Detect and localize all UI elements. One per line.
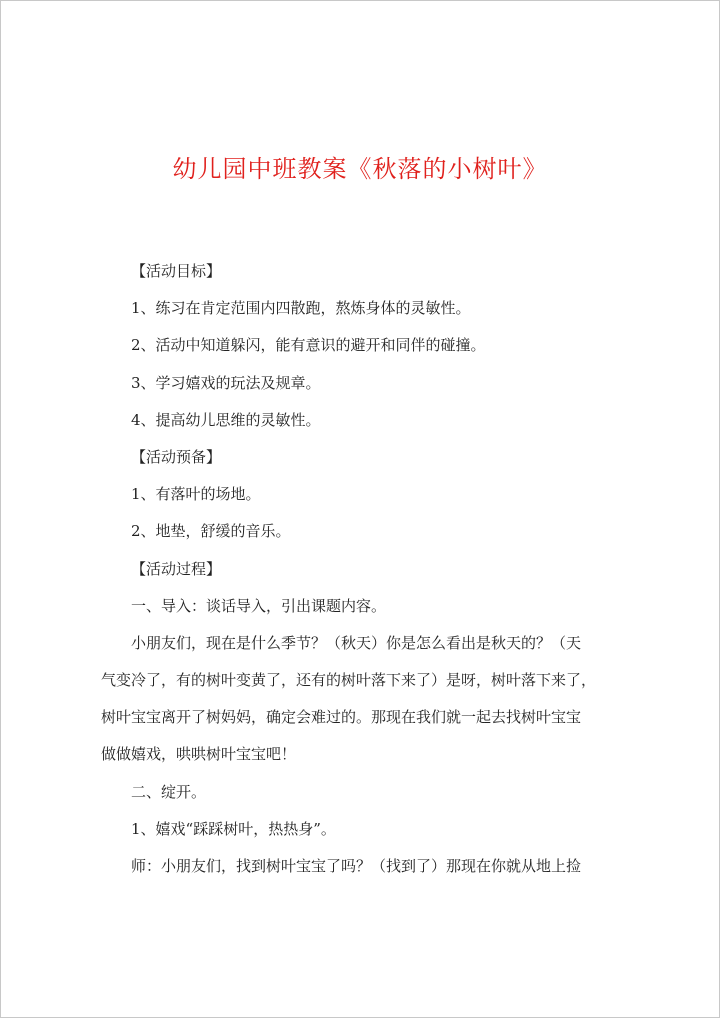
document-body	[101, 253, 631, 885]
paragraph-line-1: 小朋友们，现在是什么季节？（秋天）你是怎么看出是秋天的？（天	[131, 633, 582, 652]
paragraph-line-2: 气变冷了，有的树叶变黄了，还有的树叶落下来了）是呀，树叶落下来了，	[101, 671, 597, 690]
paragraph-line-3: 树叶宝宝离开了树妈妈，确定会难过的。那现在我们就一起去找树叶宝宝	[101, 708, 582, 727]
goal-item-2: 2、活动中知道躲闪，能有意识的避开和同伴的碰撞。	[131, 336, 486, 355]
document-title: 幼儿园中班教案《秋落的小树叶》	[172, 155, 548, 183]
preparation-item-2: 2、地垫，舒缓的音乐。	[131, 522, 291, 541]
paragraph-line-4: 做做嬉戏，哄哄树叶宝宝吧！	[101, 745, 297, 764]
goal-item-4: 4、提高幼儿思维的灵敏性。	[131, 410, 321, 429]
process-step-1: 一、导入：谈话导入，引出课题内容。	[131, 596, 387, 615]
section-heading-preparation: 【活动预备】	[131, 447, 222, 466]
goal-item-3: 3、学习嬉戏的玩法及规章。	[131, 373, 321, 392]
preparation-item-1: 1、有落叶的场地。	[131, 485, 261, 504]
process-step-2: 二、绽开。	[131, 782, 207, 801]
goal-item-1: 1、练习在肯定范围内四散跑，熬炼身体的灵敏性。	[131, 299, 471, 318]
section-heading-goals: 【活动目标】	[131, 262, 222, 280]
game-item-1: 1、嬉戏“踩踩树叶，热热身”。	[131, 819, 336, 838]
section-heading-process: 【活动过程】	[131, 559, 222, 578]
teacher-dialogue: 师：小朋友们，找到树叶宝宝了吗？（找到了）那现在你就从地上捡	[131, 857, 582, 875]
